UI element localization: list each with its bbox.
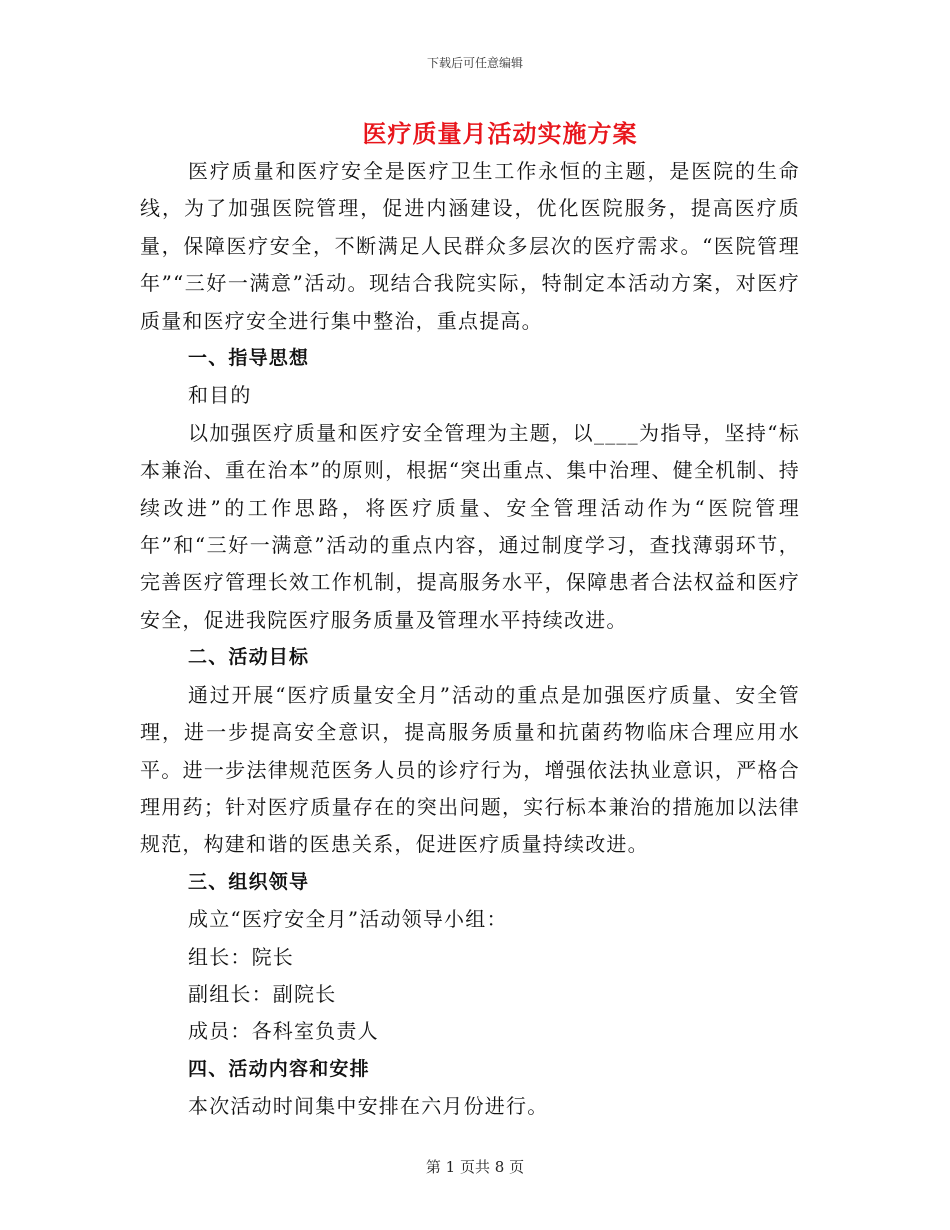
organization-line: 组长：院长 bbox=[188, 944, 294, 969]
section-heading-activity-content: 四、活动内容和安排 bbox=[188, 1057, 370, 1080]
organization-line: 成员：各科室负责人 bbox=[188, 1019, 379, 1044]
section-heading-activity-goals: 二、活动目标 bbox=[188, 646, 310, 669]
section-body-activity-goals: 通过开展“医疗质量安全月”活动的重点是加强医疗质量、安全管理，进一步提高安全意识，提高服务质量和抗菌药物临床合理应用水平。进一步法律规范医务人员的诊疗行为，增强依法执业意识，严格合理用药；针对医疗质量存在的突出问题，实行标本兼治的措施加以法律规范，构建和谐的医患关系，促进医疗质量持续改进。 bbox=[140, 682, 800, 857]
organization-line: 成立“医疗安全月”活动领导小组： bbox=[188, 907, 508, 932]
document-body bbox=[140, 153, 800, 1126]
header-note: 下载后可任意编辑 bbox=[426, 56, 523, 70]
document-title: 医疗质量月活动实施方案 bbox=[362, 119, 638, 148]
page-number-footer: 第 1 页共 8 页 bbox=[425, 1158, 525, 1176]
section-heading-guiding-ideology: 一、指导思想 bbox=[188, 347, 310, 370]
intro-paragraph: 医疗质量和医疗安全是医疗卫生工作永恒的主题，是医院的生命线，为了加强医院管理，促进内涵建设，优化医院服务，提高医疗质量，保障医疗安全，不断满足人民群众多层次的医疗需求。“医院管理年”“三好一满意”活动。现结合我院实际，特制定本活动方案，对医疗质量和医疗安全进行集中整治，重点提高。 bbox=[140, 159, 800, 333]
section-heading-organization: 三、组织领导 bbox=[188, 870, 310, 893]
section-subheading-purpose: 和目的 bbox=[188, 383, 252, 408]
section-body-activity-content: 本次活动时间集中安排在六月份进行。 bbox=[188, 1094, 549, 1119]
section-body-guiding-ideology: 以加强医疗质量和医疗安全管理为主题，以____为指导，坚持“标本兼治、重在治本”的原则，根据“突出重点、集中治理、健全机制、持续改进”的工作思路，将医疗质量、安全管理活动作为“医院管理年”和“三好一满意”活动的重点内容，通过制度学习，查找薄弱环节，完善医疗管理长效工作机制，提高服务水平，保障患者合法权益和医疗安全，促进我院医疗服务质量及管理水平持续改进。 bbox=[140, 420, 800, 632]
organization-line: 副组长：副院长 bbox=[188, 981, 337, 1006]
